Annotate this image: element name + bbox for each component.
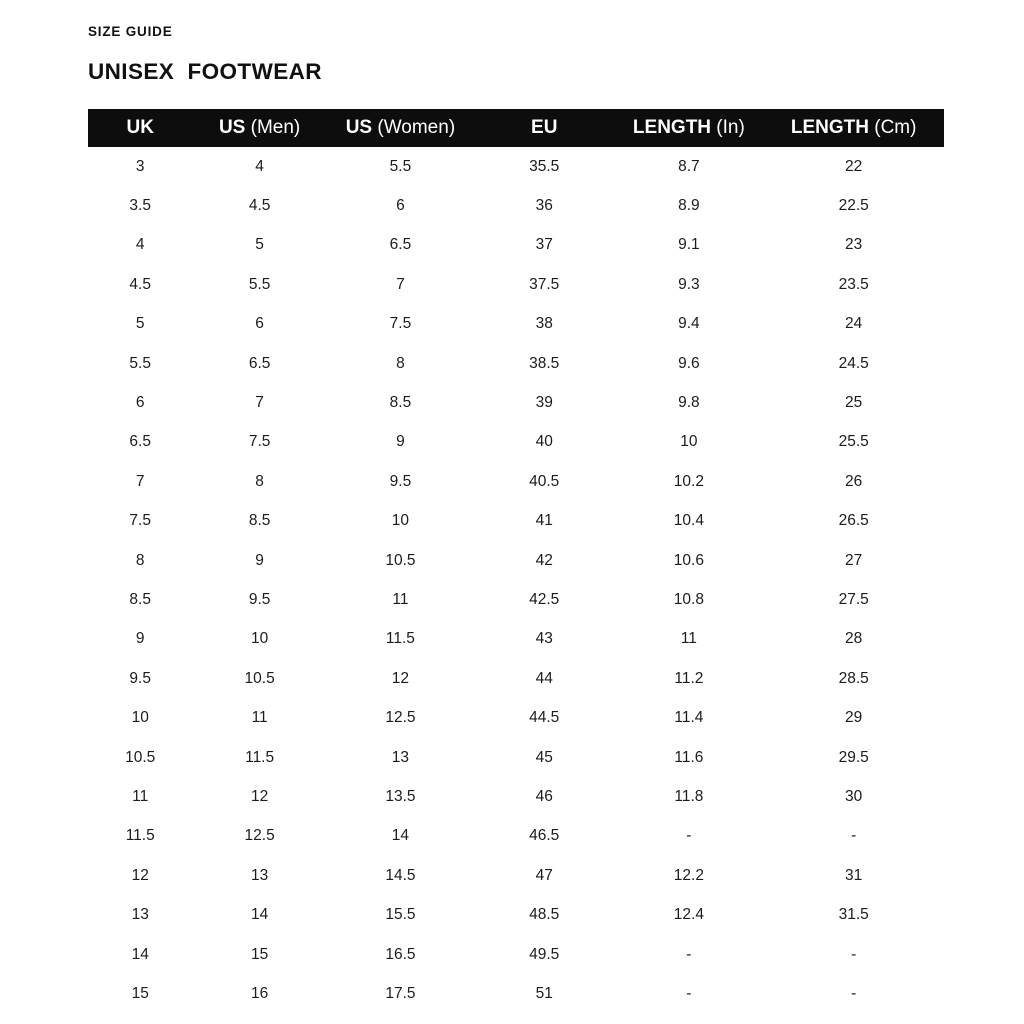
table-row — [88, 147, 944, 186]
size-cell: 9.8 — [678, 394, 700, 412]
size-cell: 14 — [131, 945, 149, 963]
size-cell: 15 — [250, 945, 269, 963]
size-cell: 27 — [845, 551, 863, 569]
table-row — [88, 856, 944, 895]
table-row — [88, 186, 944, 225]
column-header-bold-text: EU — [531, 117, 558, 138]
size-cell: 11 — [132, 787, 149, 805]
size-cell: 9.5 — [248, 590, 271, 608]
size-cell: 22.5 — [838, 197, 869, 215]
size-cell: 25.5 — [838, 433, 869, 451]
size-cell: 12 — [131, 866, 149, 884]
size-cell: 6 — [135, 394, 145, 412]
column-header — [192, 109, 326, 147]
size-cell: 9 — [255, 551, 264, 569]
size-cell: 16.5 — [385, 945, 416, 963]
size-cell: 10 — [391, 512, 410, 530]
size-cell: 13.5 — [385, 787, 416, 805]
table-row — [88, 974, 944, 1013]
page-title: UNISEX FOOTWEAR — [88, 59, 322, 84]
size-cell: 37.5 — [529, 275, 560, 293]
size-table — [88, 109, 944, 1014]
size-cell: 10.5 — [385, 551, 416, 569]
size-cell: 8 — [135, 551, 145, 569]
size-cell: 28 — [845, 630, 863, 648]
size-cell: 31.5 — [838, 906, 869, 924]
size-cell: 12.5 — [244, 827, 275, 845]
size-cell: - — [851, 827, 857, 845]
size-cell: 35.5 — [529, 157, 560, 175]
size-cell: 9 — [135, 630, 145, 648]
size-cell: 13 — [391, 748, 410, 766]
size-cell: 7 — [135, 472, 145, 490]
size-cell: 22 — [845, 157, 863, 175]
size-cell: 5.5 — [389, 157, 412, 175]
column-header-bold-text: US — [218, 117, 246, 138]
size-cell: 11 — [392, 590, 409, 608]
size-cell: 30 — [845, 787, 863, 805]
size-cell: 11 — [680, 630, 697, 648]
table-row — [88, 659, 944, 698]
size-cell: 7.5 — [389, 315, 412, 333]
size-cell: - — [686, 827, 692, 845]
size-guide-content — [88, 24, 944, 1014]
size-cell: 11.5 — [245, 748, 275, 766]
size-cell: 14.5 — [385, 866, 416, 884]
size-cell: 9.1 — [678, 236, 700, 254]
size-cell: 10 — [680, 433, 698, 451]
size-cell: 15.5 — [385, 906, 416, 924]
size-cell: 10.8 — [673, 590, 704, 608]
size-cell: 11.5 — [125, 827, 155, 845]
table-row — [88, 344, 944, 383]
size-cell: 8.5 — [389, 394, 412, 412]
table-row — [88, 423, 944, 462]
size-cell: - — [851, 945, 857, 963]
size-cell: 42.5 — [529, 590, 560, 608]
table-row — [88, 935, 944, 974]
column-header — [614, 109, 763, 147]
column-header — [327, 109, 474, 147]
size-cell: 25 — [845, 394, 863, 412]
table-row — [88, 698, 944, 737]
size-table-body — [88, 147, 944, 1014]
size-cell: 4 — [255, 157, 264, 175]
size-cell: 10.4 — [673, 512, 704, 530]
size-cell: 9.6 — [678, 354, 700, 372]
size-cell: 44 — [535, 669, 553, 687]
size-cell: 13 — [250, 866, 269, 884]
size-cell: - — [686, 945, 692, 963]
size-cell: 29 — [845, 709, 863, 727]
size-cell: 5.5 — [248, 275, 271, 293]
size-cell: 39 — [535, 394, 553, 412]
size-cell: - — [686, 984, 692, 1002]
size-cell: 12 — [250, 787, 269, 805]
size-cell: 11.5 — [385, 630, 415, 648]
table-row — [88, 895, 944, 934]
size-cell: 10.2 — [673, 472, 704, 490]
header-row — [88, 109, 944, 147]
size-cell: 7 — [255, 394, 264, 412]
size-cell: 10.5 — [125, 748, 156, 766]
table-row — [88, 541, 944, 580]
size-cell: 7 — [396, 275, 405, 293]
size-cell: 23 — [845, 236, 863, 254]
size-cell: 6.5 — [248, 354, 271, 372]
size-cell: 12.5 — [385, 709, 416, 727]
size-cell: 11.8 — [674, 787, 704, 805]
table-row — [88, 383, 944, 422]
size-cell: 15 — [131, 984, 149, 1002]
size-cell: 9.3 — [678, 275, 700, 293]
size-cell: 40.5 — [529, 472, 560, 490]
size-cell: 37 — [535, 236, 553, 254]
size-cell: 12.4 — [673, 906, 704, 924]
size-cell: 29.5 — [838, 748, 869, 766]
size-cell: 31 — [845, 866, 863, 884]
size-guide-label: SIZE GUIDE — [88, 24, 173, 39]
column-header-bold-text: UK — [126, 117, 154, 138]
size-cell: 8.5 — [248, 512, 271, 530]
column-header-bold-text: LENGTH — [632, 117, 712, 138]
size-cell: 38 — [535, 315, 553, 333]
size-cell: 6.5 — [129, 433, 151, 451]
size-cell: 11.4 — [674, 709, 704, 727]
size-cell: 45 — [535, 748, 553, 766]
column-header-normal-text: (In) — [711, 117, 745, 138]
size-cell: 17.5 — [385, 984, 416, 1002]
size-cell: 10 — [250, 630, 269, 648]
table-row — [88, 305, 944, 344]
column-header — [763, 109, 944, 147]
size-cell: 8.9 — [678, 197, 700, 215]
size-cell: - — [851, 984, 857, 1002]
size-cell: 48.5 — [529, 906, 560, 924]
size-cell: 5.5 — [129, 354, 151, 372]
size-cell: 46 — [535, 787, 553, 805]
size-cell: 42 — [535, 551, 553, 569]
size-cell: 23.5 — [838, 275, 869, 293]
size-cell: 5 — [135, 315, 145, 333]
size-cell: 4.5 — [129, 275, 151, 293]
size-cell: 14 — [250, 906, 269, 924]
size-cell: 6 — [255, 315, 264, 333]
size-cell: 44.5 — [529, 709, 560, 727]
column-header-normal-text: (Men) — [245, 117, 301, 138]
table-row — [88, 226, 944, 265]
size-cell: 11 — [251, 709, 268, 727]
size-cell: 16 — [250, 984, 269, 1002]
size-cell: 12.2 — [673, 866, 704, 884]
size-cell: 3 — [135, 157, 145, 175]
size-cell: 46.5 — [529, 827, 560, 845]
size-cell: 3.5 — [129, 197, 151, 215]
column-header-normal-text: (Women) — [372, 117, 456, 138]
size-cell: 43 — [535, 630, 553, 648]
size-cell: 9.5 — [129, 669, 151, 687]
size-cell: 24 — [845, 315, 863, 333]
column-header — [88, 109, 192, 147]
size-cell: 8 — [255, 472, 264, 490]
table-row — [88, 620, 944, 659]
size-cell: 10.5 — [244, 669, 275, 687]
size-cell: 28.5 — [838, 669, 869, 687]
size-cell: 27.5 — [838, 590, 869, 608]
size-cell: 10.6 — [673, 551, 704, 569]
size-cell: 38.5 — [529, 354, 560, 372]
size-cell: 7.5 — [248, 433, 271, 451]
size-cell: 6.5 — [389, 236, 412, 254]
size-cell: 36 — [535, 197, 553, 215]
size-cell: 5 — [255, 236, 264, 254]
size-cell: 4 — [135, 236, 145, 254]
size-cell: 9.4 — [678, 315, 700, 333]
table-row — [88, 777, 944, 816]
column-header-bold-text: US — [345, 117, 373, 138]
table-row — [88, 738, 944, 777]
size-cell: 14 — [391, 827, 410, 845]
table-row — [88, 817, 944, 856]
size-cell: 4.5 — [248, 197, 271, 215]
size-cell: 8.7 — [678, 157, 700, 175]
size-cell: 6 — [396, 197, 405, 215]
table-row — [88, 580, 944, 619]
size-cell: 13 — [131, 906, 149, 924]
column-header-normal-text: (Cm) — [868, 117, 917, 138]
size-cell: 10 — [131, 709, 149, 727]
size-cell: 11.2 — [674, 669, 704, 687]
size-cell: 8.5 — [129, 590, 151, 608]
column-header-bold-text: LENGTH — [790, 117, 869, 138]
size-cell: 47 — [535, 866, 553, 884]
size-cell: 26.5 — [838, 512, 869, 530]
size-cell: 49.5 — [529, 945, 560, 963]
size-cell: 8 — [396, 354, 405, 372]
size-cell: 51 — [535, 984, 553, 1002]
table-row — [88, 265, 944, 304]
size-cell: 11.6 — [674, 748, 704, 766]
size-cell: 26 — [845, 472, 863, 490]
table-row — [88, 462, 944, 501]
column-header — [474, 109, 614, 147]
size-cell: 7.5 — [129, 512, 151, 530]
size-cell: 9 — [396, 433, 405, 451]
size-cell: 41 — [535, 512, 553, 530]
size-cell: 40 — [535, 433, 553, 451]
size-cell: 12 — [391, 669, 410, 687]
size-cell: 9.5 — [389, 472, 412, 490]
size-cell: 24.5 — [838, 354, 869, 372]
table-row — [88, 502, 944, 541]
